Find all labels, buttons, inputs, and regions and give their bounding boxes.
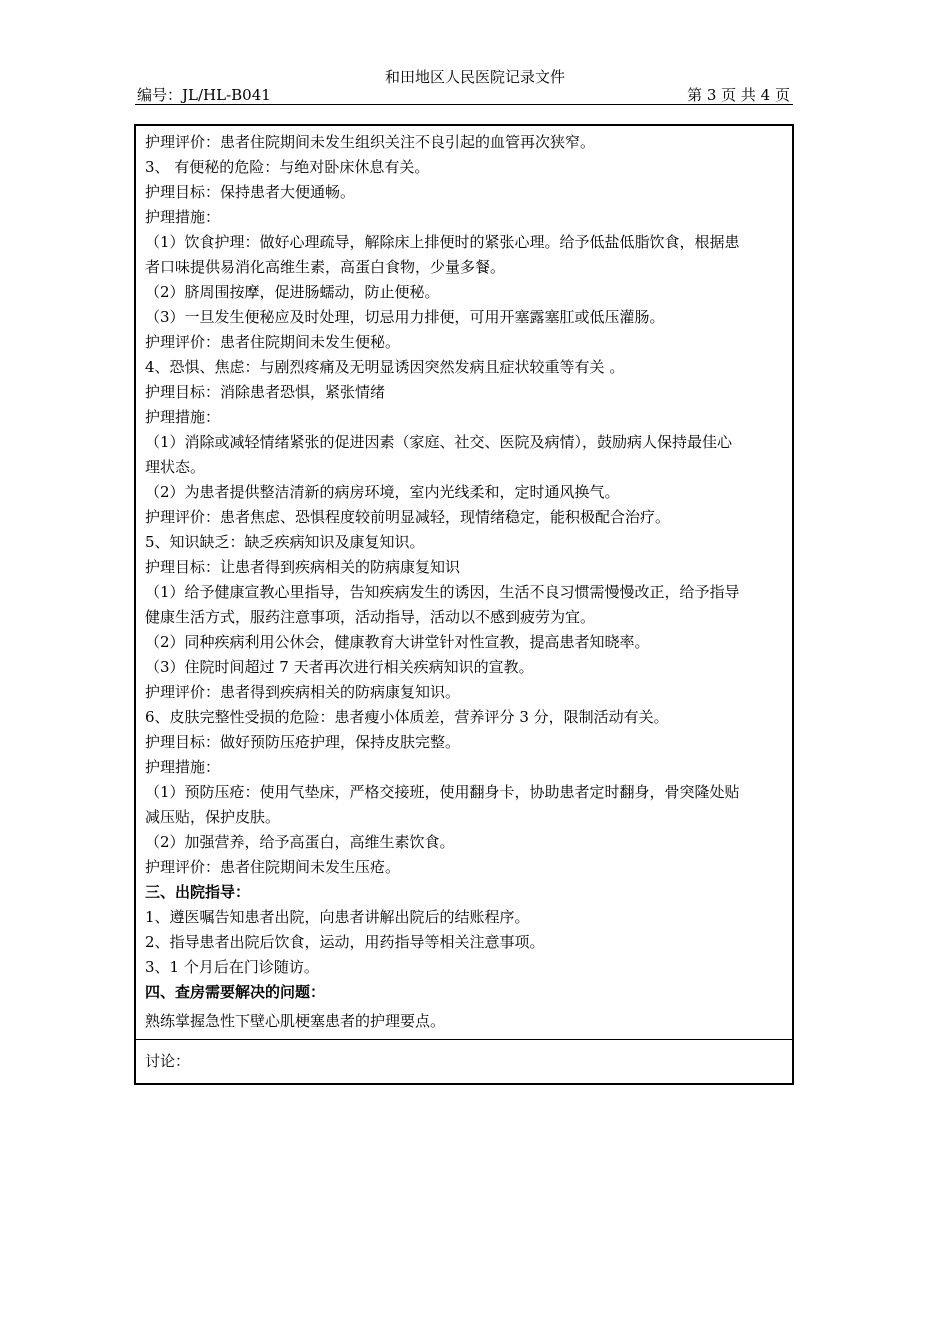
- text-line: 熟练掌握急性下壁心肌梗塞患者的护理要点。: [145, 1012, 446, 1030]
- text-line: （1）预防压疮：使用气垫床，严格交接班，使用翻身卡，协助患者定时翻身，骨突隆处贴: [145, 783, 740, 801]
- page-number: 第 3 页 共 4 页: [687, 86, 790, 104]
- text-line: 护理目标：保持患者大便通畅。: [145, 183, 356, 201]
- text-line: 护理评价：患者住院期间未发生压疮。: [145, 858, 401, 876]
- text-line: 护理措施：: [145, 758, 221, 776]
- text-line: （2）为患者提供整洁清新的病房环境，室内光线柔和，定时通风换气。: [145, 483, 620, 501]
- text-line: （2）脐周围按摩，促进肠蠕动，防止便秘。: [145, 283, 440, 301]
- text-line: 护理评价：患者住院期间未发生组织关注不良引起的血管再次狭窄。: [145, 133, 596, 151]
- header-divider: [135, 104, 793, 105]
- text-line: 护理目标：做好预防压疮护理，保持皮肤完整。: [145, 733, 461, 751]
- section-heading: 三、出院指导：: [145, 883, 251, 901]
- text-line: 4、恐惧、焦虑：与剧烈疼痛及无明显诱因突然发病且症状较重等有关 。: [145, 358, 625, 376]
- text-line: （3）住院时间超过 7 天者再次进行相关疾病知识的宣教。: [145, 658, 534, 676]
- text-line: 护理评价：患者得到疾病相关的防病康复知识。: [145, 683, 461, 701]
- section-heading: 四、查房需要解决的问题：: [145, 983, 326, 1001]
- text-line: （1）给予健康宣教心里指导，告知疾病发生的诱因，生活不良习惯需慢慢改正，给予指导: [145, 583, 740, 601]
- text-line: 3、1 个月后在门诊随访。: [145, 958, 319, 976]
- text-line: （3）一旦发生便秘应及时处理，切忌用力排便，可用开塞露塞肛或低压灌肠。: [145, 308, 665, 326]
- text-line: 护理目标：让患者得到疾病相关的防病康复知识: [145, 558, 461, 576]
- text-line: （1）饮食护理：做好心理疏导，解除床上排便时的紧张心理。给予低盐低脂饮食，根据患: [145, 233, 740, 251]
- text-line: 6、皮肤完整性受损的危险：患者瘦小体质差，营养评分 3 分，限制活动有关。: [145, 708, 669, 726]
- text-line: 护理评价：患者焦虑、恐惧程度较前明显减轻，现情绪稳定，能积极配合治疗。: [145, 508, 671, 526]
- text-line: （2）同种疾病利用公休会，健康教育大讲堂针对性宣教，提高患者知晓率。: [145, 633, 650, 651]
- text-line: 2、指导患者出院后饮食，运动，用药指导等相关注意事项。: [145, 933, 545, 951]
- content-cell: [136, 126, 792, 1040]
- text-line: 健康生活方式，服药注意事项，活动指导，活动以不感到疲劳为宜。: [145, 608, 596, 626]
- text-line: 者口味提供易消化高维生素，高蛋白食物，少量多餐。: [145, 258, 506, 276]
- text-line: 3、 有便秘的危险：与绝对卧床休息有关。: [145, 158, 430, 176]
- discussion-label: 讨论：: [145, 1052, 191, 1070]
- text-line: 1、遵医嘱告知患者出院，向患者讲解出院后的结账程序。: [145, 908, 530, 926]
- text-line: （2）加强营养，给予高蛋白，高维生素饮食。: [145, 833, 455, 851]
- text-line: 护理目标：消除患者恐惧，紧张情绪: [145, 383, 386, 401]
- text-line: 护理措施：: [145, 408, 221, 426]
- text-line: 护理评价：患者住院期间未发生便秘。: [145, 333, 401, 351]
- text-line: （1）消除或减轻情绪紧张的促进因素（家庭、社交、医院及病情），鼓励病人保持最佳心: [145, 433, 733, 451]
- text-line: 5、知识缺乏：缺乏疾病知识及康复知识。: [145, 533, 425, 551]
- document-title: 和田地区人民医院记录文件: [384, 68, 565, 86]
- record-table: [134, 124, 794, 1085]
- document-code: 编号：JL/HL-B041: [137, 86, 271, 104]
- text-line: 理状态。: [145, 458, 206, 476]
- text-line: 护理措施：: [145, 208, 221, 226]
- text-line: 减压贴，保护皮肤。: [145, 808, 281, 826]
